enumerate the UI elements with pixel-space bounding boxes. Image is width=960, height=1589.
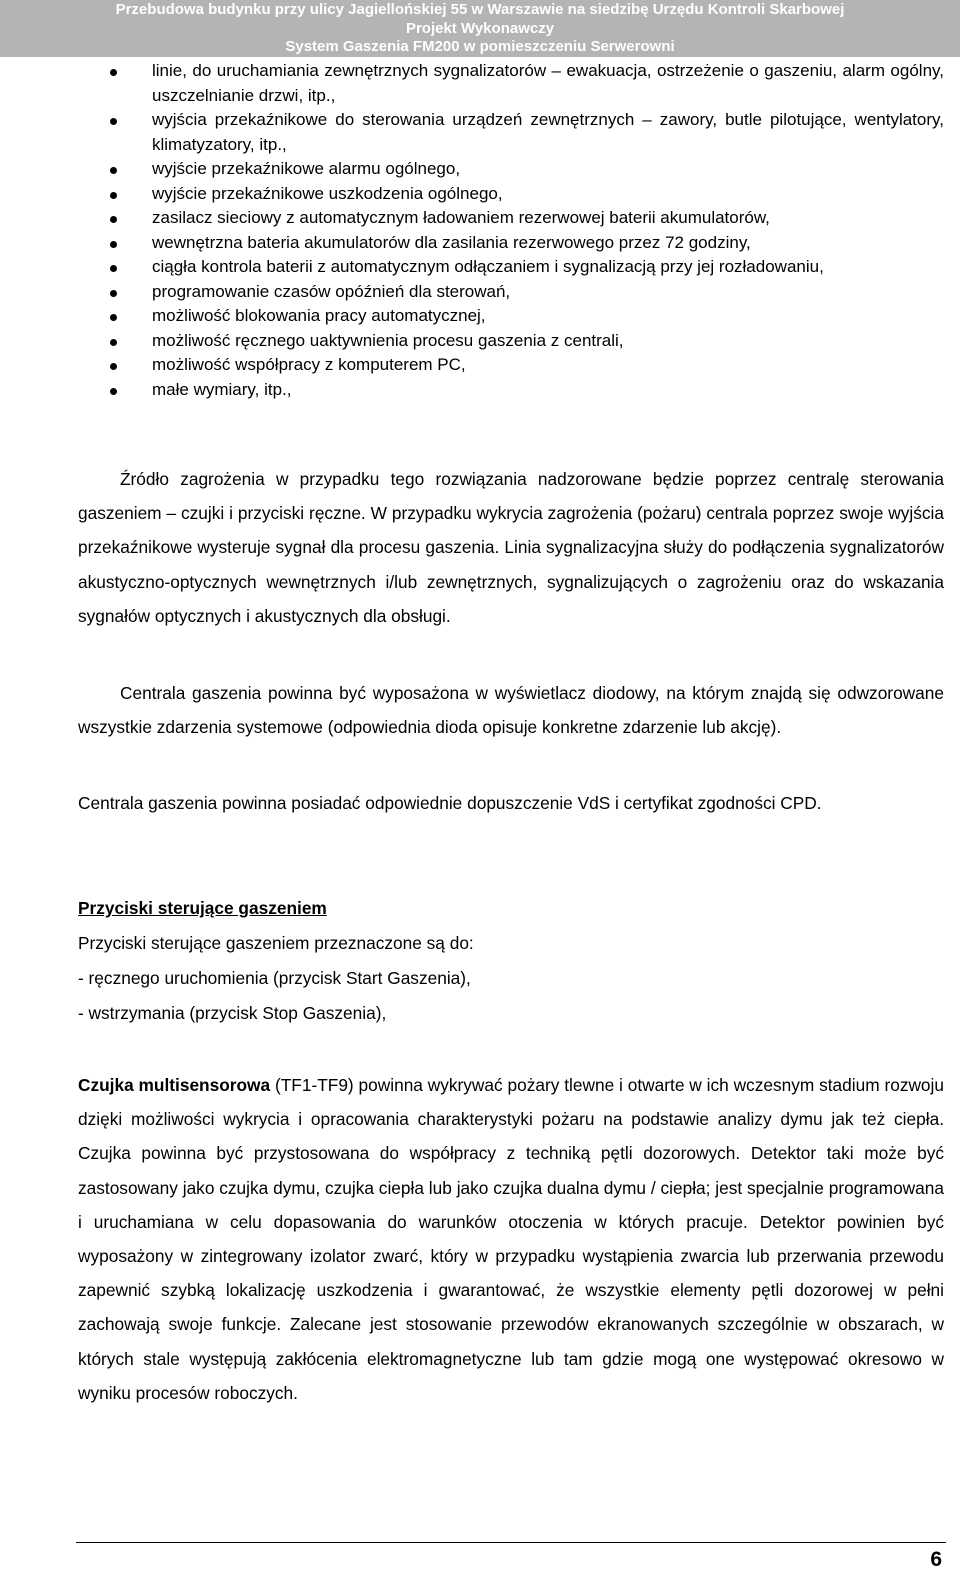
bullet-icon: [110, 216, 117, 223]
buttons-item-stop: - wstrzymania (przycisk Stop Gaszenia),: [78, 1003, 387, 1023]
detector-paragraph: Czujka multisensorowa (TF1-TF9) powinna wykrywać pożary tlewne i otwarte w ich wczesnym stadium rozwoju dzięki możliwości wykrycia i opracowania charakterystyki pożaru na podstawie analizy dymu jak też ciepła. Czujka powinna być przystosowana do współpracy z techniką pętli dozorowych. Detektor taki może być zastosowany jako czujka dymu, czujka ciepła lub jako czujka dualna dymu / ciepła; jest specjalnie programowana i uruchamiana w celu dopasowania do warunków otoczenia w których pracuje. Detektor powinien być wyposażony w zintegrowany izolator zwarć, który w przypadku wystąpienia zwarcia lub przerwania przewodu zapewnić szybką lokalizację uszkodzenia i gwarantować, że wszystkie elementy pętli dozorowej w pełni zachowają swoje funkcje. Zalecane jest stosowanie przewodów ekranowanych szczególnie w obszarach, w których stale występują zakłócenia elektromagnetyczne lub tam gdzie mogą one występować okresowo w wyniku procesów roboczych.: [78, 1075, 944, 1403]
detector-bold-lead: Czujka multisensorowa: [78, 1075, 271, 1095]
list-item: wyjście przekaźnikowe alarmu ogólnego,: [0, 157, 960, 182]
bullet-icon: [110, 118, 117, 125]
section-heading-buttons: Przyciski sterujące gaszeniem: [78, 898, 327, 918]
list-item: zasilacz sieciowy z automatycznym ładowaniem rezerwowej baterii akumulatorów,: [0, 206, 960, 231]
bullet-icon: [110, 314, 117, 321]
bullet-icon: [110, 290, 117, 297]
buttons-intro: Przyciski sterujące gaszeniem przeznaczone są do:: [78, 933, 474, 953]
list-item: wyjście przekaźnikowe uszkodzenia ogólnego,: [0, 182, 960, 207]
feature-bullet-list: [0, 59, 960, 402]
document-header: [0, 0, 960, 57]
bullet-icon: [110, 167, 117, 174]
bullet-icon: [110, 241, 117, 248]
header-project-type: Projekt Wykonawczy: [405, 19, 555, 37]
bullet-icon: [110, 388, 117, 395]
certification-paragraph: Centrala gaszenia powinna posiadać odpowiednie dopuszczenie VdS i certyfikat zgodności CPD.: [78, 793, 822, 813]
header-project-title: Przebudowa budynku przy ulicy Jagiellońskiej 55 w Warszawie na siedzibę Urzędu Kontroli Skarbowej: [115, 1, 845, 18]
bullet-icon: [110, 339, 117, 346]
list-item: wyjścia przekaźnikowe do sterowania urządzeń zewnętrznych – zawory, butle pilotujące, wentylatory, klimatyzatory, itp.,: [0, 108, 960, 157]
bullet-icon: [110, 69, 117, 76]
list-item: linie, do uruchamiania zewnętrznych sygnalizatorów – ewakuacja, ostrzeżenie o gaszeniu, alarm ogólny, uszczelnianie drzwi, itp.,: [0, 59, 960, 108]
list-item: możliwość blokowania pracy automatycznej,: [0, 304, 960, 329]
list-item: ciągła kontrola baterii z automatycznym odłączaniem i sygnalizacją przy jej rozładowaniu,: [0, 255, 960, 280]
list-item: programowanie czasów opóźnień dla sterowań,: [0, 280, 960, 305]
list-item: wewnętrzna bateria akumulatorów dla zasilania rezerwowego przez 72 godziny,: [0, 231, 960, 256]
page-number: 6: [930, 1548, 942, 1571]
bullet-icon: [110, 192, 117, 199]
bullet-icon: [110, 265, 117, 272]
footer-divider: [76, 1542, 946, 1543]
list-item: możliwość ręcznego uaktywnienia procesu gaszenia z centrali,: [0, 329, 960, 354]
buttons-item-start: - ręcznego uruchomienia (przycisk Start Gaszenia),: [78, 968, 471, 988]
list-item: małe wymiary, itp.,: [0, 378, 960, 403]
display-paragraph: Centrala gaszenia powinna być wyposażona w wyświetlacz diodowy, na którym znajdą się odwzorowane wszystkie zdarzenia systemowe (odpowiednia dioda opisuje konkretne zdarzenie lub akcję).: [78, 683, 944, 738]
list-item: możliwość współpracy z komputerem PC,: [0, 353, 960, 378]
bullet-icon: [110, 363, 117, 370]
threat-source-paragraph: Źródło zagrożenia w przypadku tego rozwiązania nadzorowane będzie poprzez centralę sterowania gaszeniem – czujki i przyciski ręczne. W przypadku wykrycia zagrożenia (pożaru) centrala poprzez swoje wyjścia przekaźnikowe wysteruje sygnał dla procesu gaszenia. Linia sygnalizacyjna służy do podłączenia sygnalizatorów akustyczno-optycznych wewnętrznych i/lub zewnętrznych, sygnalizujących o zagrożeniu oraz do wskazania sygnałów optycznych i akustycznych dla obsługi.: [78, 469, 944, 626]
header-system-name: System Gaszenia FM200 w pomieszczeniu Serwerowni: [285, 38, 675, 55]
